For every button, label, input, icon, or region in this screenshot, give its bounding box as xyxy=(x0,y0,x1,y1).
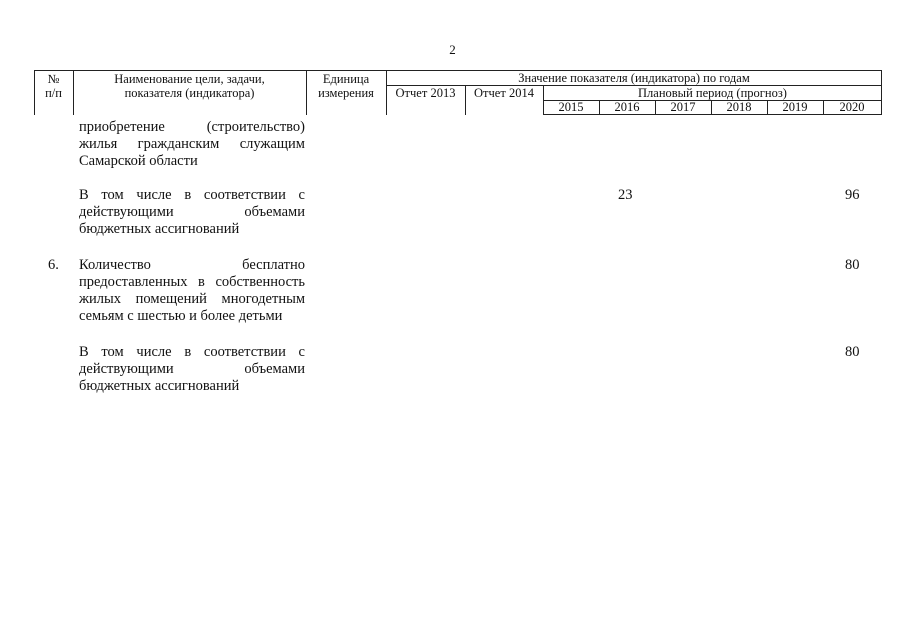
row-name: Количество бесплатно предоставленных в собственность жилых помещений многодетным семьям с шестью и более детьми xyxy=(79,257,305,324)
row-name: приобретение (строительство) жилья гражданским служащим Самарской области xyxy=(79,119,305,169)
header-col-unit: Единица измерения xyxy=(318,72,374,100)
row-value-2020: 96 xyxy=(845,187,860,203)
row-value-2020: 80 xyxy=(845,344,860,360)
row-value-2016: 23 xyxy=(618,187,633,203)
page-number: 2 xyxy=(449,42,456,57)
header-col-name: Наименование цели, задачи, показателя (индикатора) xyxy=(114,72,265,100)
header-years-bottom xyxy=(543,114,882,115)
header-year: 2020 xyxy=(839,100,865,114)
row-value-2020: 80 xyxy=(845,257,860,273)
table-header xyxy=(34,70,882,115)
row-name: В том числе в соответствии с действующими объемами бюджетных ассигнований xyxy=(79,344,305,394)
header-year: 2017 xyxy=(670,100,696,114)
header-year: 2018 xyxy=(726,100,752,114)
header-year: 2015 xyxy=(558,100,584,114)
header-plan-period: Плановый период (прогноз) xyxy=(638,86,787,100)
header-year: 2016 xyxy=(614,100,640,114)
row-name: В том числе в соответствии с действующими объемами бюджетных ассигнований xyxy=(79,187,305,237)
header-report-2013: Отчет 2013 xyxy=(395,86,456,100)
header-col-values: Значение показателя (индикатора) по годам xyxy=(518,71,750,85)
header-col-number: № п/п xyxy=(45,72,62,100)
header-year: 2019 xyxy=(782,100,808,114)
header-report-2014: Отчет 2014 xyxy=(474,86,534,100)
row-number: 6. xyxy=(48,257,59,273)
